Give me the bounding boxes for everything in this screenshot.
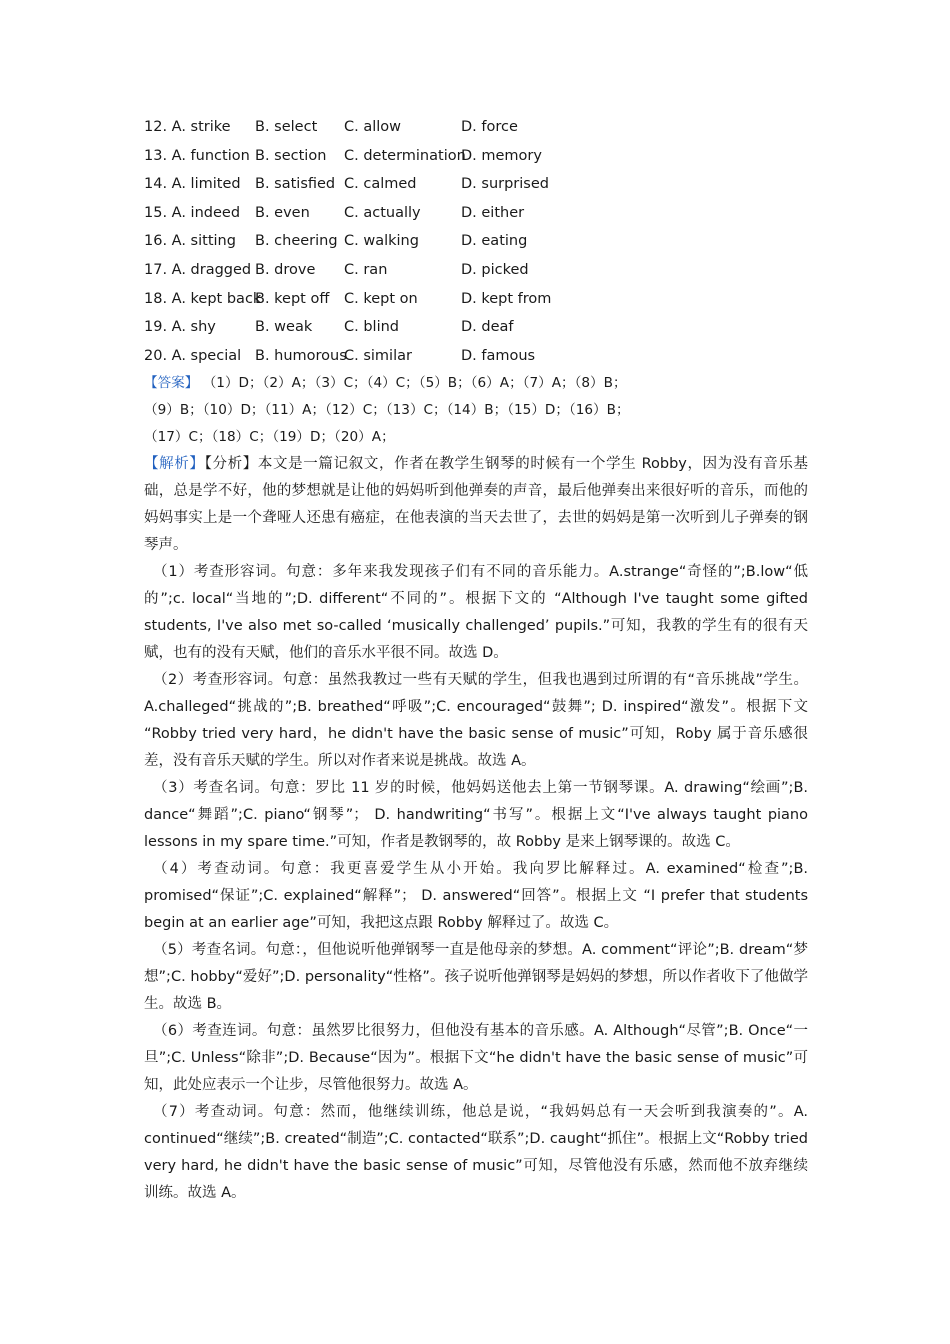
option-b: B. kept off	[255, 290, 330, 307]
option-d: D. eating	[461, 233, 528, 250]
option-c: C. determination	[344, 147, 466, 164]
option-d: D. kept from	[461, 290, 552, 307]
option-b: B. weak	[255, 319, 313, 336]
option-d: D. either	[461, 204, 525, 221]
option-d: D. famous	[461, 347, 536, 364]
option-a: 15. A. indeed	[144, 204, 241, 221]
option-row	[144, 113, 808, 142]
analysis-intro	[144, 451, 808, 559]
option-b: B. drove	[255, 261, 316, 278]
option-d: D. force	[461, 119, 518, 135]
option-row	[144, 256, 808, 285]
option-a: 17. A. dragged	[144, 261, 252, 278]
analysis-item: （6）考查连词。句意：虽然罗比很努力，但他没有基本的音乐感。A. Although“尽管”;B. Once“一旦”;C. Unless“除非”;D. Because“因为”。根据下文“he didn't have the basic sense of music”可知，此处应表示一个让步，尽管他很努力。故选 A。	[144, 1023, 808, 1094]
analysis-block	[144, 451, 808, 1207]
analysis-label: 【解析】	[144, 456, 205, 473]
option-c: C. walking	[344, 233, 419, 250]
option-b: B. section	[255, 147, 327, 164]
option-b: B. select	[255, 119, 318, 135]
analysis-item: （7）考查动词。句意：然而，他继续训练，他总是说，“我妈妈总有一天会听到我演奏的”。A. continued“继续”;B. created“制造”;C. contacted“联系”;D. caught“抓住”。根据上文“Robby tried very hard, he didn't have the basic sense of music”可知，尽管他没有乐感，然而他不放弃继续训练。故选 A。	[144, 1104, 808, 1202]
option-d: D. surprised	[461, 176, 549, 193]
answer-block	[144, 370, 808, 451]
option-c: C. actually	[344, 204, 421, 221]
option-d: D. memory	[461, 147, 542, 164]
option-row	[144, 199, 808, 228]
option-c: C. allow	[344, 119, 402, 135]
option-c: C. blind	[344, 319, 399, 336]
option-a: 20. A. special	[144, 347, 242, 364]
option-row	[144, 142, 808, 171]
option-row	[144, 342, 808, 371]
answer-line: （9）B；（10）D；（11）A；（12）C；（13）C；（14）B；（15）D；（16）B；	[144, 402, 630, 419]
document-body	[144, 113, 808, 1207]
answer-label: 【答案】	[144, 375, 199, 392]
analysis-item: （5）考查名词。句意：，但他说听他弹钢琴一直是他母亲的梦想。A. comment“评论”;B. dream“梦想”;C. hobby“爱好”;D. personality“性格”。孩子说听他弹钢琴是妈妈的梦想，所以作者收下了他做学生。故选 B。	[144, 942, 808, 1013]
option-b: B. satisfied	[255, 176, 336, 193]
option-c: C. kept on	[344, 290, 418, 307]
option-b: B. humorous	[255, 347, 347, 364]
analysis-item: （3）考查名词。句意：罗比 11 岁的时候，他妈妈送他去上第一节钢琴课。A. drawing“绘画”;B. dance“舞蹈”;C. piano“钢琴”； D. handwriting“书写”。根据上文“I've always taught piano lessons in my spare time.”可知，作者是教钢琴的，故 Robby 是来上钢琴课的。故选 C。	[144, 780, 808, 851]
option-b: B. cheering	[255, 233, 338, 250]
analysis-item: （4）考查动词。句意：我更喜爱学生从小开始。我向罗比解释过。A. examined“检查”;B. promised“保证”;C. explained“解释”； D. answered“回答”。根据上文 “I prefer that students begin at an earlier age”可知，我把这点跟 Robby 解释过了。故选 C。	[144, 861, 808, 932]
answer-line: （17）C；（18）C；（19）D；（20）A；	[144, 429, 395, 446]
option-row	[144, 227, 808, 256]
option-row	[144, 285, 808, 314]
option-row	[144, 313, 808, 342]
option-a: 19. A. shy	[144, 319, 216, 336]
option-a: 13. A. function	[144, 147, 250, 164]
option-a: 16. A. sitting	[144, 233, 236, 250]
option-a: 12. A. strike	[144, 119, 231, 135]
analysis-item: （1）考查形容词。句意：多年来我发现孩子们有不同的音乐能力。A.strange“奇怪的”;B.low“低的”;c. local“当地的”;D. different“不同的”。根据下文的 “Although I've taught some gifted students, I've also met so-called ‘musically challenged’ pupils.”可知，我教的学生有的很有天赋，也有的没有天赋，他们的音乐水平很不同。故选 D。	[144, 564, 808, 662]
analysis-intro-text: 【分析】本文是一篇记叙文，作者在教学生钢琴的时候有一个学生 Robby，因为没有音乐基础，总是学不好，他的梦想就是让他的妈妈听到他弹奏的声音，最后他弹奏出来很好听的音乐，而他的妈妈事实上是一个聋哑人还患有癌症，在他表演的当天去世了，去世的妈妈是第一次听到儿子弹奏的钢琴声。	[144, 456, 809, 554]
answer-text: （1）D；（2）A；（3）C；（4）C；（5）B；（6）A；（7）A；（8）B；	[202, 375, 627, 392]
option-row	[144, 170, 808, 199]
option-a: 14. A. limited	[144, 176, 241, 193]
analysis-item: （2）考查形容词。句意：虽然我教过一些有天赋的学生，但我也遇到过所谓的有“音乐挑战”学生。A.challeged“挑战的”;B. breathed“呼吸”;C. encouraged“鼓舞”; D. inspired“激发”。根据下文 “Robby tried very hard，he didn't have the basic sense of music”可知，Roby 属于音乐感很差，没有音乐天赋的学生。所以对作者来说是挑战。故选 A。	[144, 672, 808, 770]
option-c: C. ran	[344, 261, 388, 278]
options-list	[144, 113, 808, 370]
answer-line	[144, 370, 808, 397]
option-d: D. deaf	[461, 319, 514, 336]
option-b: B. even	[255, 204, 310, 221]
option-a: 18. A. kept back	[144, 290, 262, 307]
option-c: C. similar	[344, 347, 412, 364]
option-c: C. calmed	[344, 176, 417, 193]
option-d: D. picked	[461, 261, 529, 278]
